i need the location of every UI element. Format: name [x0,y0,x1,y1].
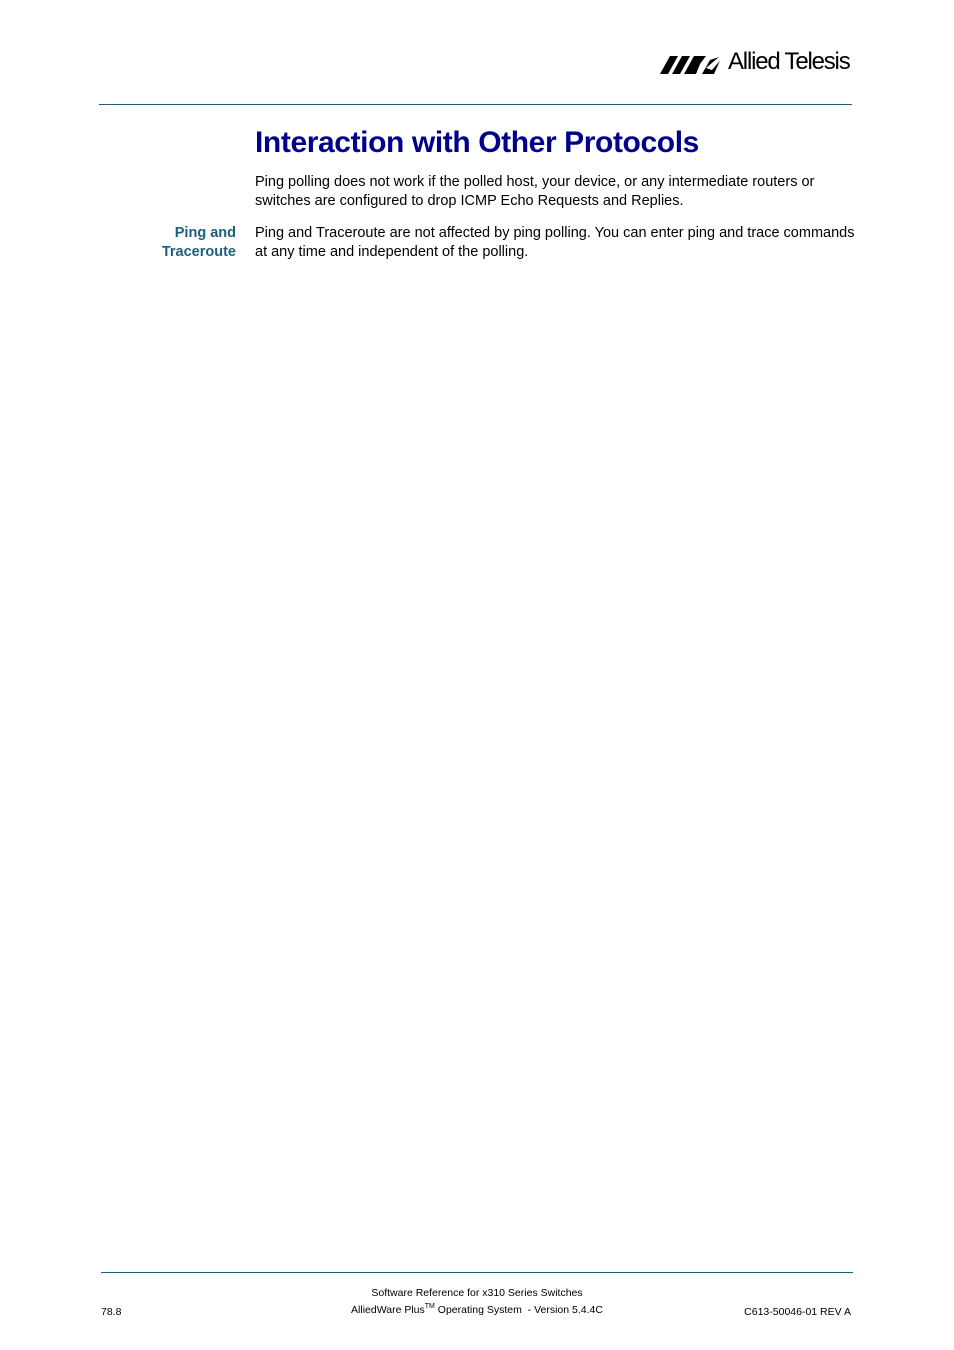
logo-text: Allied Telesis [728,48,850,75]
footer-rule [101,1272,853,1273]
logo-mark-icon [660,52,724,78]
header-rule [99,104,852,105]
side-heading-line-2: Traceroute [161,244,236,260]
page-title: Interaction with Other Protocols [255,126,699,159]
footer-page-number: 78.8 [101,1306,122,1318]
footer-doc-title: Software Reference for x310 Series Switches [371,1287,583,1299]
ping-traceroute-paragraph: Ping and Traceroute are not affected by ping polling. You can enter ping and trace commands at any time and independent of the polling. [255,225,855,260]
footer-doc-id: C613-50046-01 REV A [744,1306,851,1318]
side-heading-ping-traceroute [130,224,236,262]
side-heading-line-1: Ping and [174,225,236,241]
footer-os-name: AlliedWare Plus [351,1304,425,1316]
footer-os-version-text: Operating System - Version 5.4.4C [434,1304,603,1316]
allied-telesis-logo [660,50,854,78]
footer-trademark: TM [424,1303,435,1310]
intro-paragraph: Ping polling does not work if the polled host, your device, or any intermediate routers or switches are configured to drop ICMP Echo Requests and Replies. [255,174,815,209]
